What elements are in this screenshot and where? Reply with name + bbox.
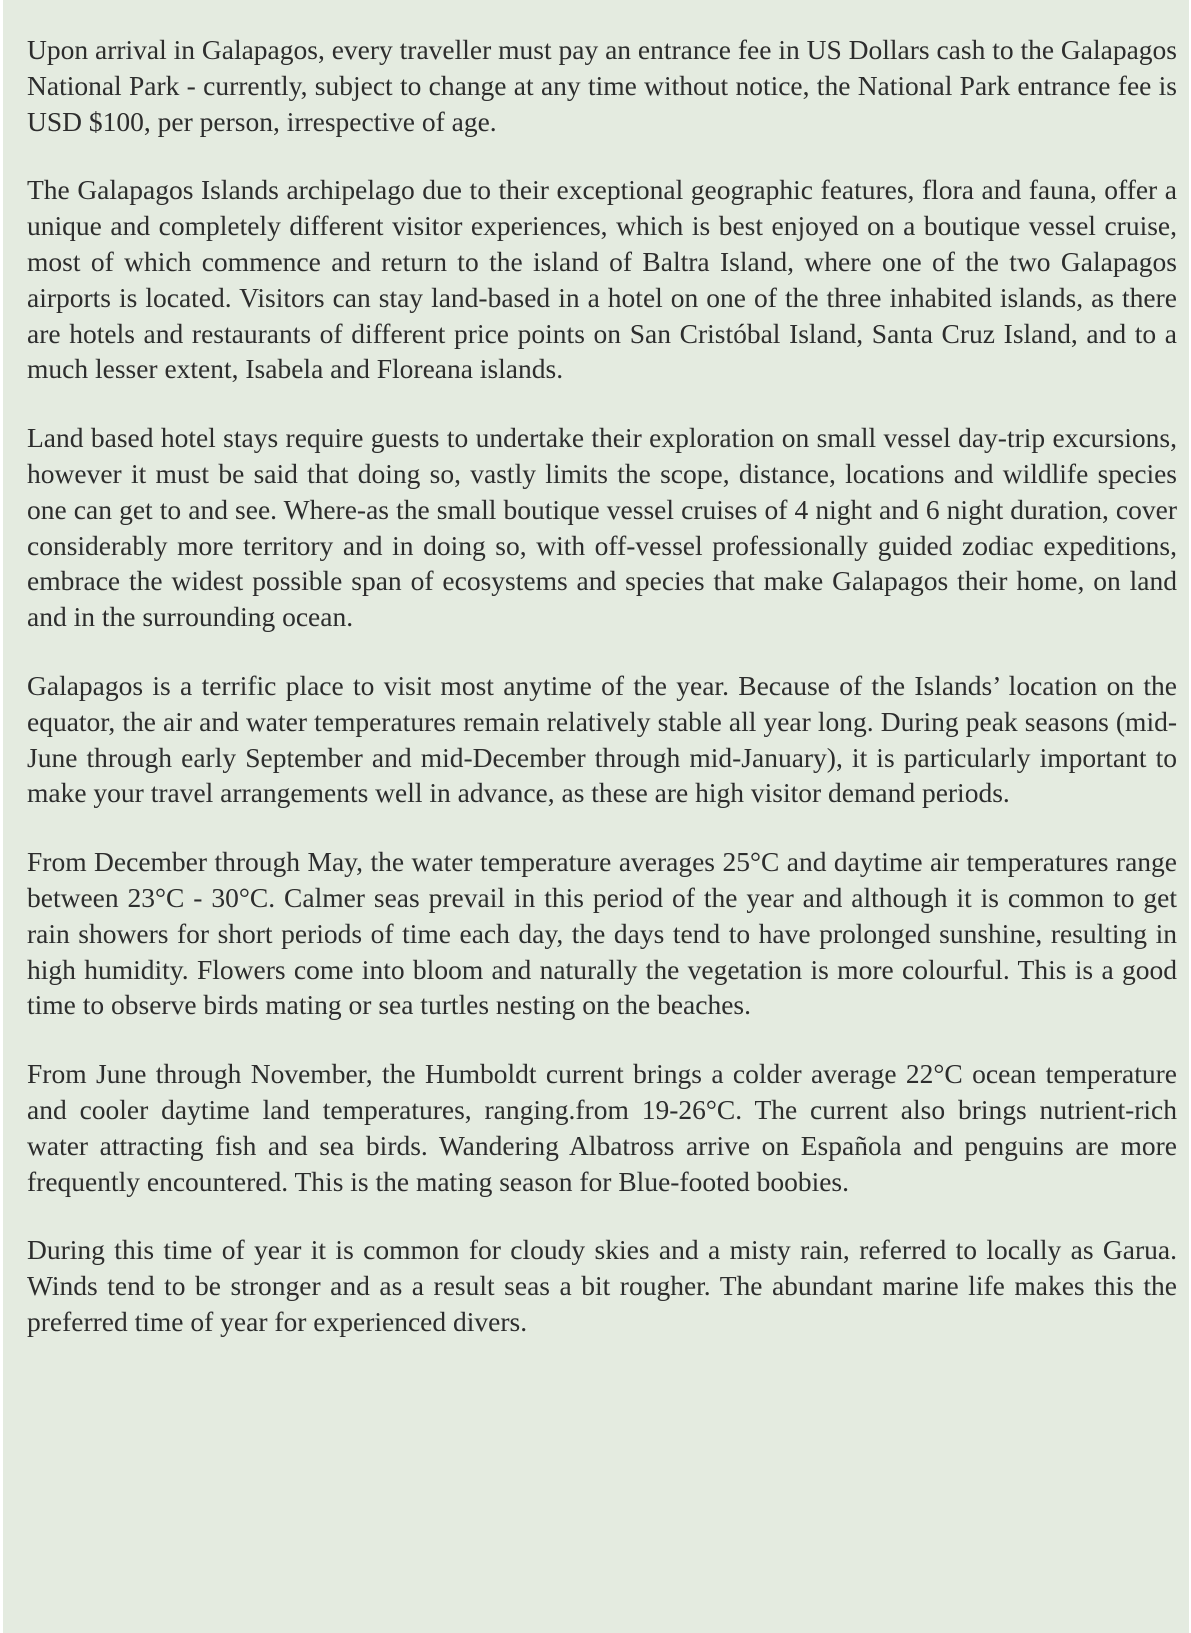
paragraph-land-based-stays: Land based hotel stays require guests to undertake their exploration on small vessel day-trip excursions, however it must be said that doing so, vastly limits the scope, distance, locations and wildlife species one can get to and see. Where-as the small boutique vessel cruises of 4 night and 6 night duration, cover considerably more territory and in doing so, with off-vessel professionally guided zodiac expeditions, embrace the widest possible span of ecosystems and species that make Galapagos their home, on land and in the surrounding ocean. [27, 422, 1177, 633]
paragraph-entrance-fee: Upon arrival in Galapagos, every traveller must pay an entrance fee in US Dollars cash to the Galapagos National Park - currently, subject to change at any time without notice, the National Park entrance fee is USD $100, per person, irrespective of age. [27, 34, 1178, 137]
paragraph-december-to-may: From December through May, the water temperature averages 25°C and daytime air temperatures range between 23°C - 30°C. Calmer seas prevail in this period of the year and although it is common to get rain showers for short periods of time each day, the days tend to have prolonged sunshine, resulting in high humidity. Flowers come into bloom and naturally the vegetation is more colourful. This is a good time to observe birds mating or sea turtles nesting on the beaches. [27, 846, 1177, 1021]
paragraph-best-time-to-visit: Galapagos is a terrific place to visit most anytime of the year. Because of the Islands’ location on the equator, the air and water temperatures remain relatively stable all year long. During peak seasons (mid-June through early September and mid-December through mid-January), it is particularly important to make your travel arrangements well in advance, as these are high visitor demand periods. [27, 669, 1177, 809]
paragraph-june-to-november: From June through November, the Humboldt current brings a colder average 22°C ocean temperature and cooler daytime land temperatures, ranging.from 19-26°C. The current also brings nutrient-rich water attracting fish and sea birds. Wandering Albatross arrive on Española and penguins are more frequently encountered. This is the mating season for Blue-footed boobies. [27, 1058, 1177, 1197]
paragraph-garua-season: During this time of year it is common for cloudy skies and a misty rain, referred to locally as Garua. Winds tend to be stronger and as a result seas a bit rougher. The abundant marine life makes this the preferred time of year for experienced divers. [27, 1234, 1177, 1337]
paragraph-archipelago-overview: The Galapagos Islands archipelago due to their exceptional geographic features, flora and fauna, offer a unique and completely different visitor experiences, which is best enjoyed on a boutique vessel cruise, most of which commence and return to the island of Baltra Island, where one of the two Galapagos airports is located. Visitors can stay land-based in a hotel on one of the three inhabited islands, as there are hotels and restaurants of different price points on San Cristóbal Island, Santa Cruz Island, and to a much lesser extent, Isabela and Floreana islands. [27, 174, 1177, 385]
document-page [3, 0, 1189, 1633]
